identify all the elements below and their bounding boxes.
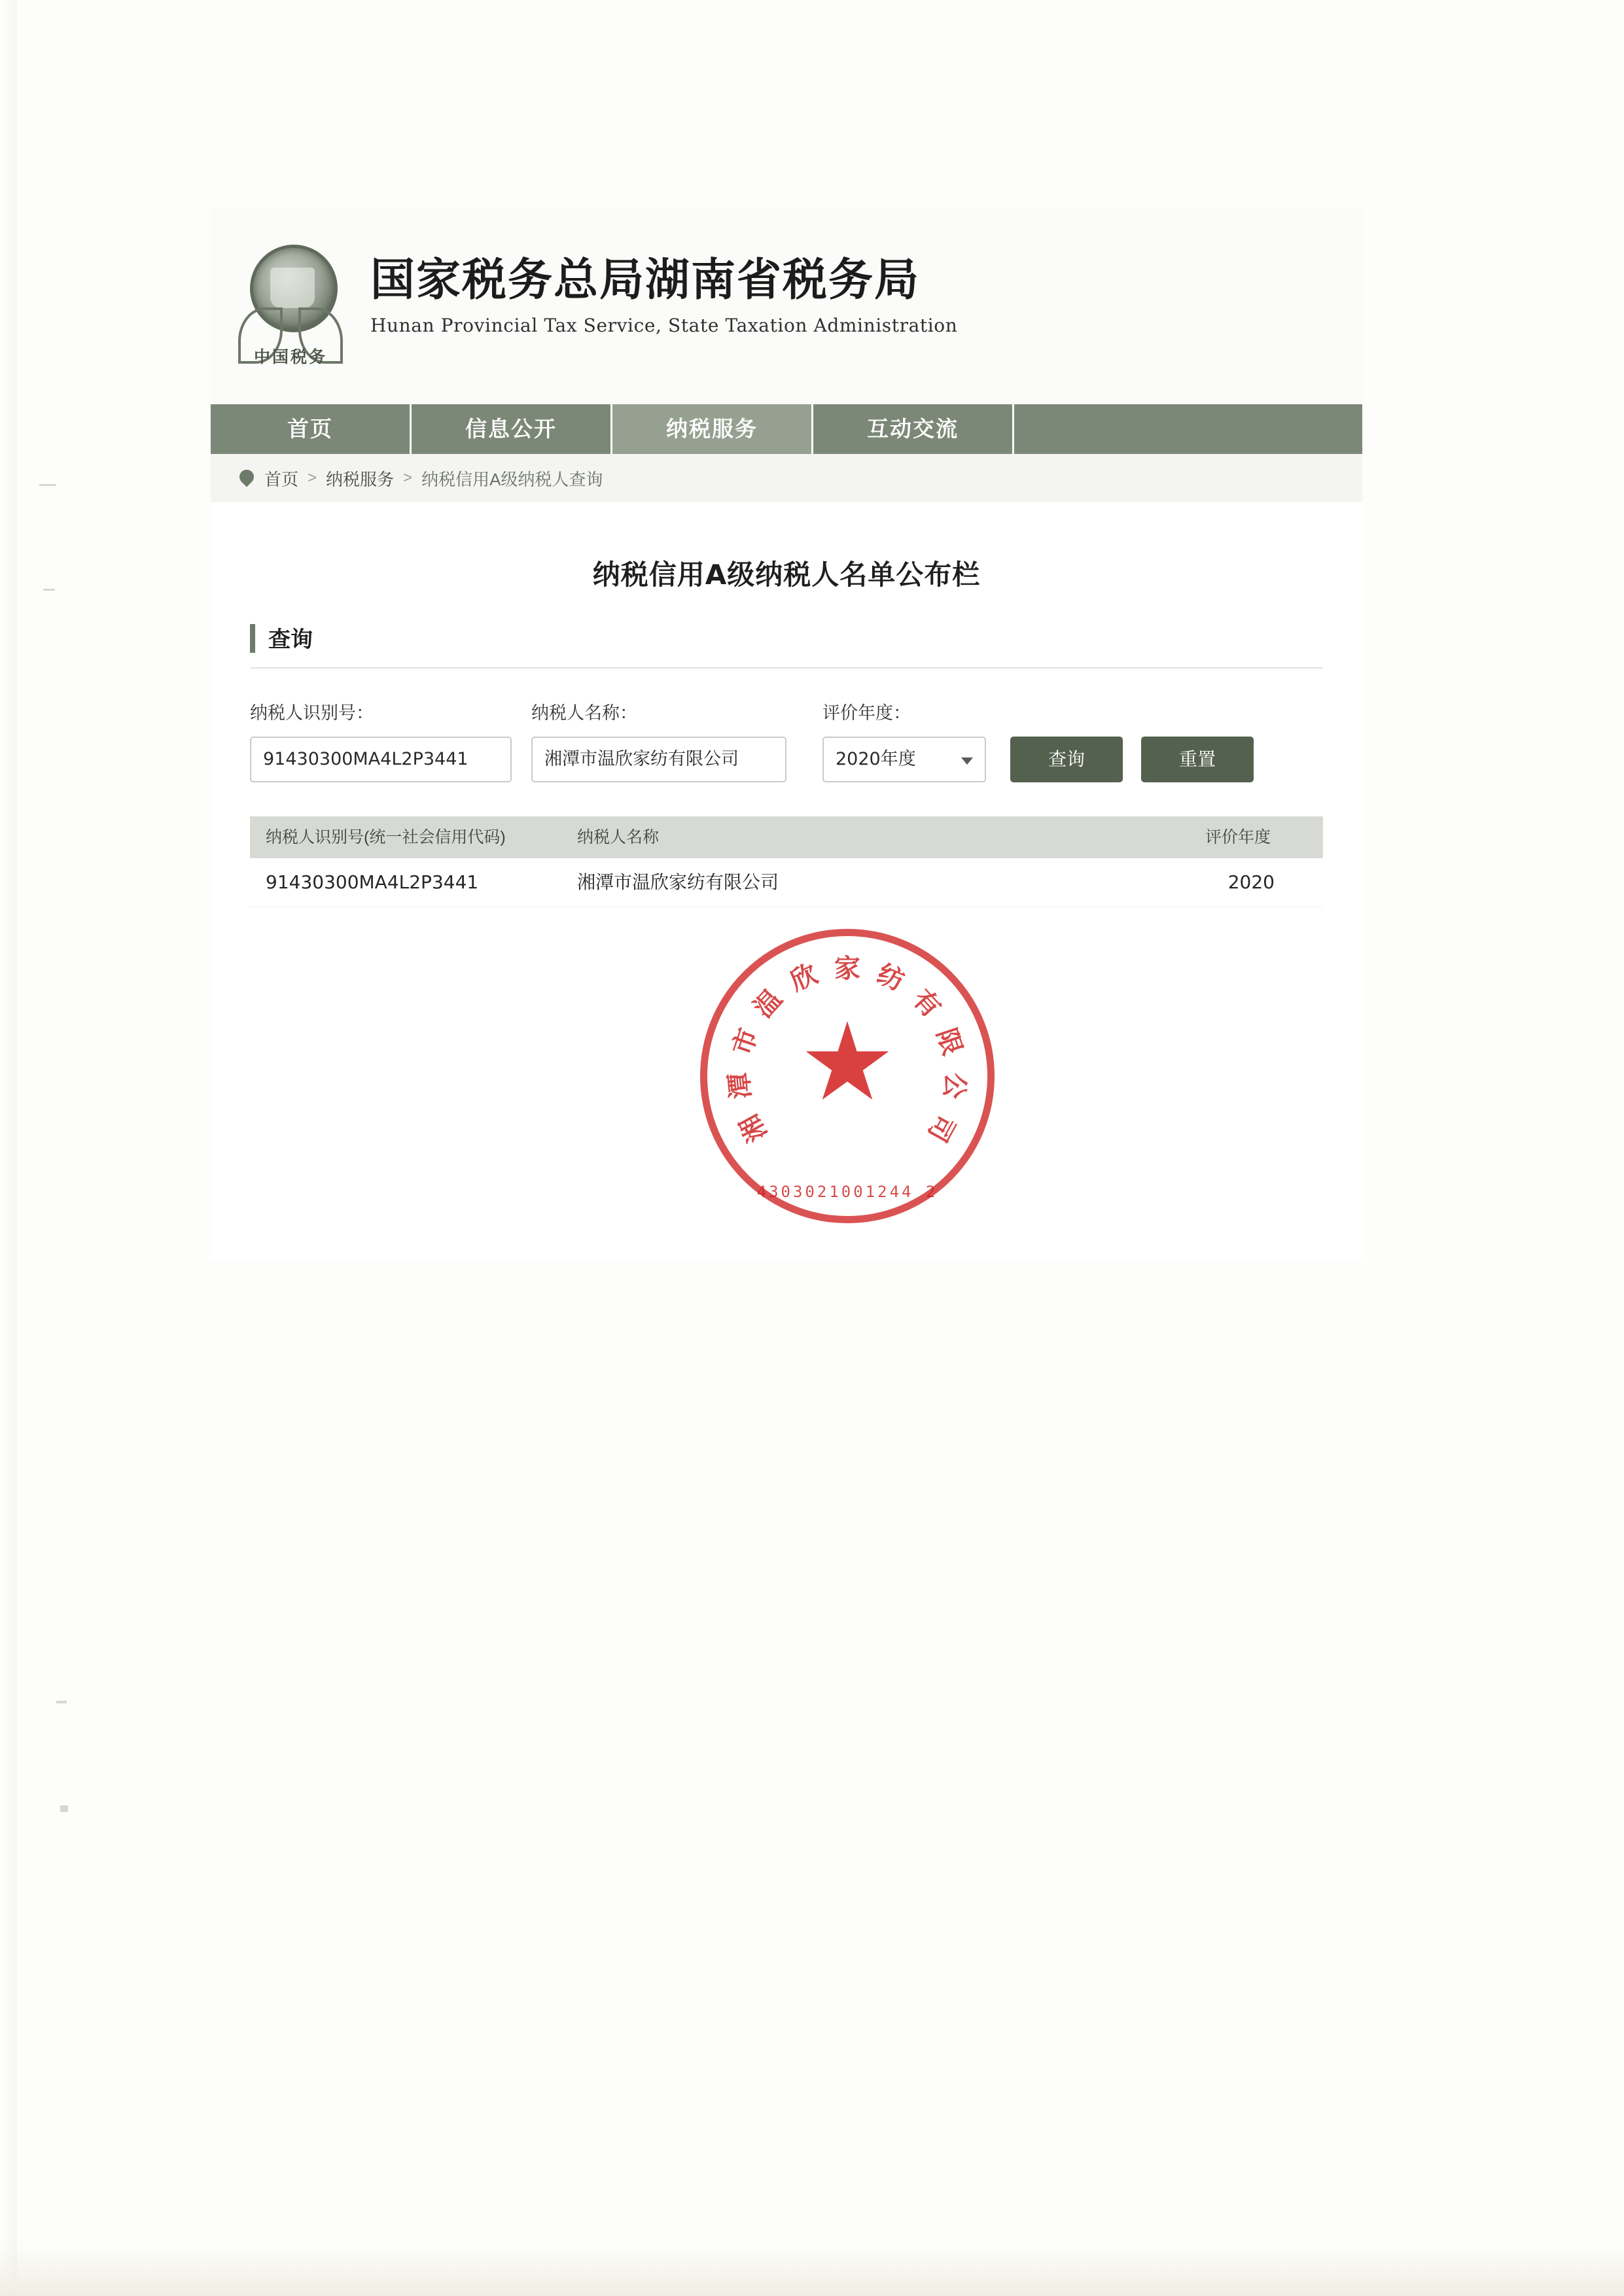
column-header-taxpayer-id: 纳税人识别号(统一社会信用代码) (266, 828, 506, 846)
column-header-taxpayer-name: 纳税人名称 (577, 828, 660, 846)
reset-button[interactable]: 重置 (1141, 737, 1254, 782)
column-header-eval-year: 评价年度 (1205, 828, 1271, 846)
query-button[interactable]: 查询 (1010, 737, 1123, 782)
scan-speck (39, 484, 56, 486)
header-titles (370, 256, 957, 336)
form-labels-row (211, 699, 1362, 725)
label-taxpayer-name: 纳税人名称： (531, 703, 637, 723)
query-section-header (250, 621, 1323, 669)
site-title-cn: 国家税务总局湖南省税务局 (370, 254, 921, 306)
main-nav (211, 404, 1362, 454)
cell-taxpayer-id: 91430300MA4L2P3441 (266, 871, 479, 893)
eval-year-selected-value: 2020年度 (836, 749, 916, 769)
table-header-row (250, 816, 1323, 858)
scan-speck (56, 1701, 67, 1703)
page-title: 纳税信用A级纳税人名单公布栏 (592, 559, 981, 591)
cell-eval-year: 2020 (1227, 871, 1275, 893)
chevron-down-icon (961, 757, 973, 765)
scan-speck (60, 1805, 68, 1812)
table-row (250, 858, 1323, 907)
breadcrumb-item-current: 纳税信用A级纳税人查询 (421, 469, 603, 489)
tax-emblem-icon (234, 245, 347, 375)
emblem-label: 中国税务 (253, 347, 327, 366)
site-title-en: Hunan Provincial Tax Service, State Taxation Administration (370, 315, 958, 337)
breadcrumb-separator: > (403, 469, 413, 487)
scan-bottom-edge (0, 2244, 1624, 2296)
label-eval-year: 评价年度： (822, 703, 911, 723)
taxpayer-name-input[interactable]: 湘潭市温欣家纺有限公司 (531, 737, 786, 782)
webpage-capture (211, 208, 1362, 1261)
section-accent-bar (250, 624, 255, 653)
seal-company-name: 湘 潭 市 温 欣 家 纺 有 限 公 司 (724, 954, 971, 1147)
breadcrumb (211, 454, 1362, 502)
eval-year-select[interactable] (822, 737, 986, 782)
breadcrumb-separator: > (308, 469, 317, 487)
form-fields-row (211, 737, 1362, 786)
nav-item-interaction[interactable]: 互动交流 (813, 404, 1014, 454)
cell-taxpayer-name: 湘潭市温欣家纺有限公司 (577, 871, 779, 893)
taxpayer-id-input[interactable]: 91430300MA4L2P3441 (250, 737, 512, 782)
section-title: 查询 (268, 627, 313, 653)
scan-speck (43, 589, 55, 591)
scan-left-edge (0, 0, 17, 2296)
nav-filler (1014, 404, 1362, 454)
content-panel (211, 502, 1362, 1261)
breadcrumb-item-tax-service[interactable]: 纳税服务 (326, 469, 395, 489)
breadcrumb-item-home[interactable]: 首页 (264, 469, 299, 489)
nav-item-tax-service[interactable]: 纳税服务 (612, 404, 813, 454)
label-taxpayer-id: 纳税人识别号： (250, 703, 374, 723)
site-header (211, 208, 1362, 404)
nav-item-home[interactable]: 首页 (211, 404, 412, 454)
seal-registration-code: 4303021001244 2 (756, 1183, 938, 1201)
location-pin-icon (236, 466, 256, 487)
results-table (250, 816, 1323, 907)
nav-item-info-disclosure[interactable]: 信息公开 (412, 404, 612, 454)
